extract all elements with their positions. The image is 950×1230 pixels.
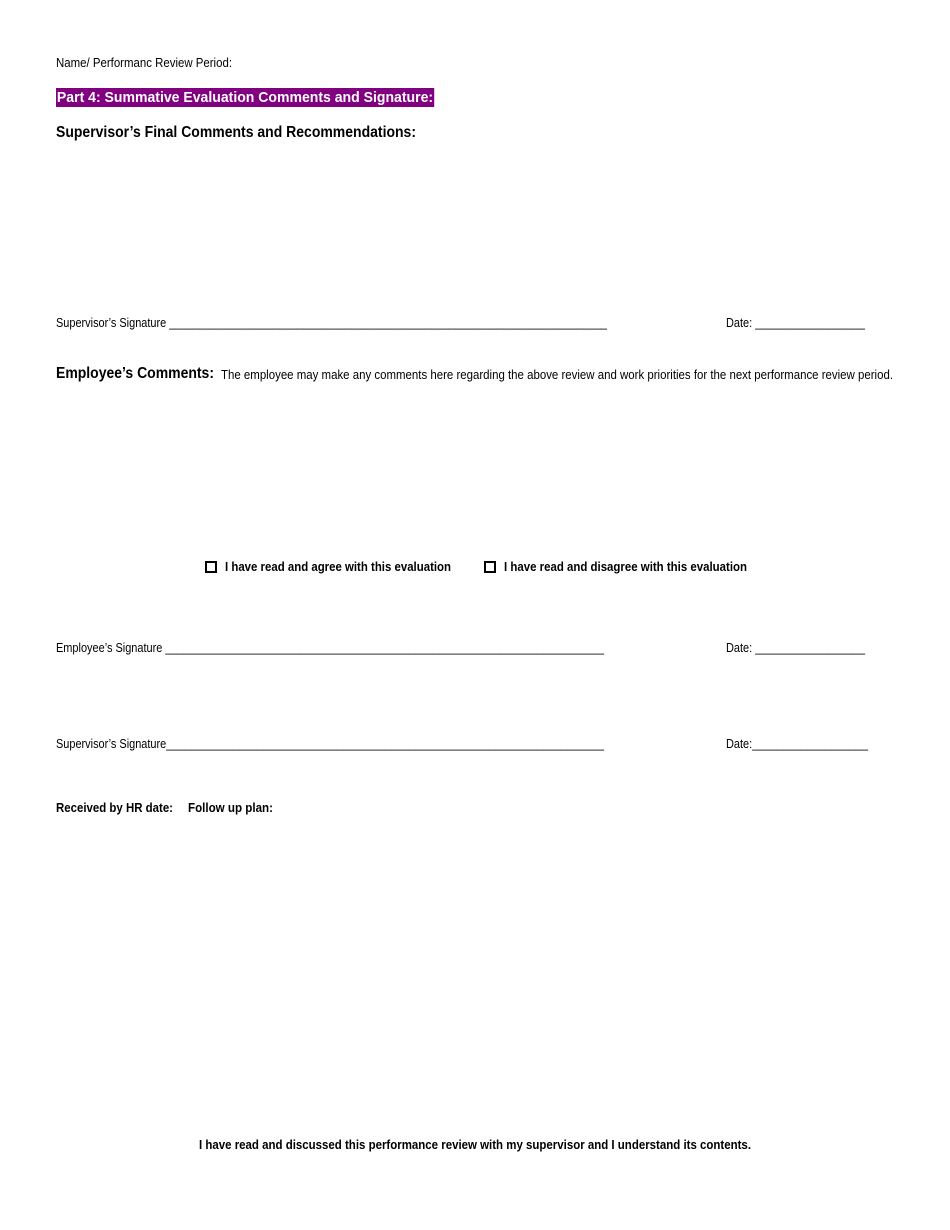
hr-received-date-label: Received by HR date: (56, 801, 173, 815)
part-4-heading: Part 4: Summative Evaluation Comments and Signature: (56, 89, 434, 106)
follow-up-plan-label: Follow up plan: (188, 801, 273, 815)
employee-signature-line[interactable]: Employee’s Signature ________________________________________________________________________ (56, 641, 604, 655)
supervisor-comments-heading: Supervisor’s Final Comments and Recommendations: (56, 124, 416, 141)
disagree-checkbox[interactable] (484, 561, 496, 573)
agree-option[interactable] (205, 560, 472, 574)
supervisor-date-field-2[interactable]: Date:___________________ (726, 737, 868, 751)
supervisor-signature-line[interactable]: Supervisor’s Signature ________________________________________________________________________ (56, 316, 607, 330)
agree-label: I have read and agree with this evaluation (225, 560, 451, 574)
supervisor-signature-line-2[interactable]: Supervisor’s Signature________________________________________________________________________ (56, 737, 604, 751)
employee-comments-heading: Employee’s Comments: (56, 365, 214, 382)
acknowledgement-statement: I have read and discussed this performance review with my supervisor and I understand its contents. (199, 1138, 751, 1152)
employee-date-field[interactable]: Date: __________________ (726, 641, 865, 655)
name-review-period-label: Name/ Performanc Review Period: (56, 56, 232, 70)
disagree-label: I have read and disagree with this evaluation (504, 560, 747, 574)
agree-checkbox[interactable] (205, 561, 217, 573)
employee-comments-instructions: The employee may make any comments here regarding the above review and work priorities for the next performance review period. (221, 368, 893, 382)
supervisor-date-field[interactable]: Date: __________________ (726, 316, 865, 330)
disagree-option[interactable] (484, 560, 769, 574)
